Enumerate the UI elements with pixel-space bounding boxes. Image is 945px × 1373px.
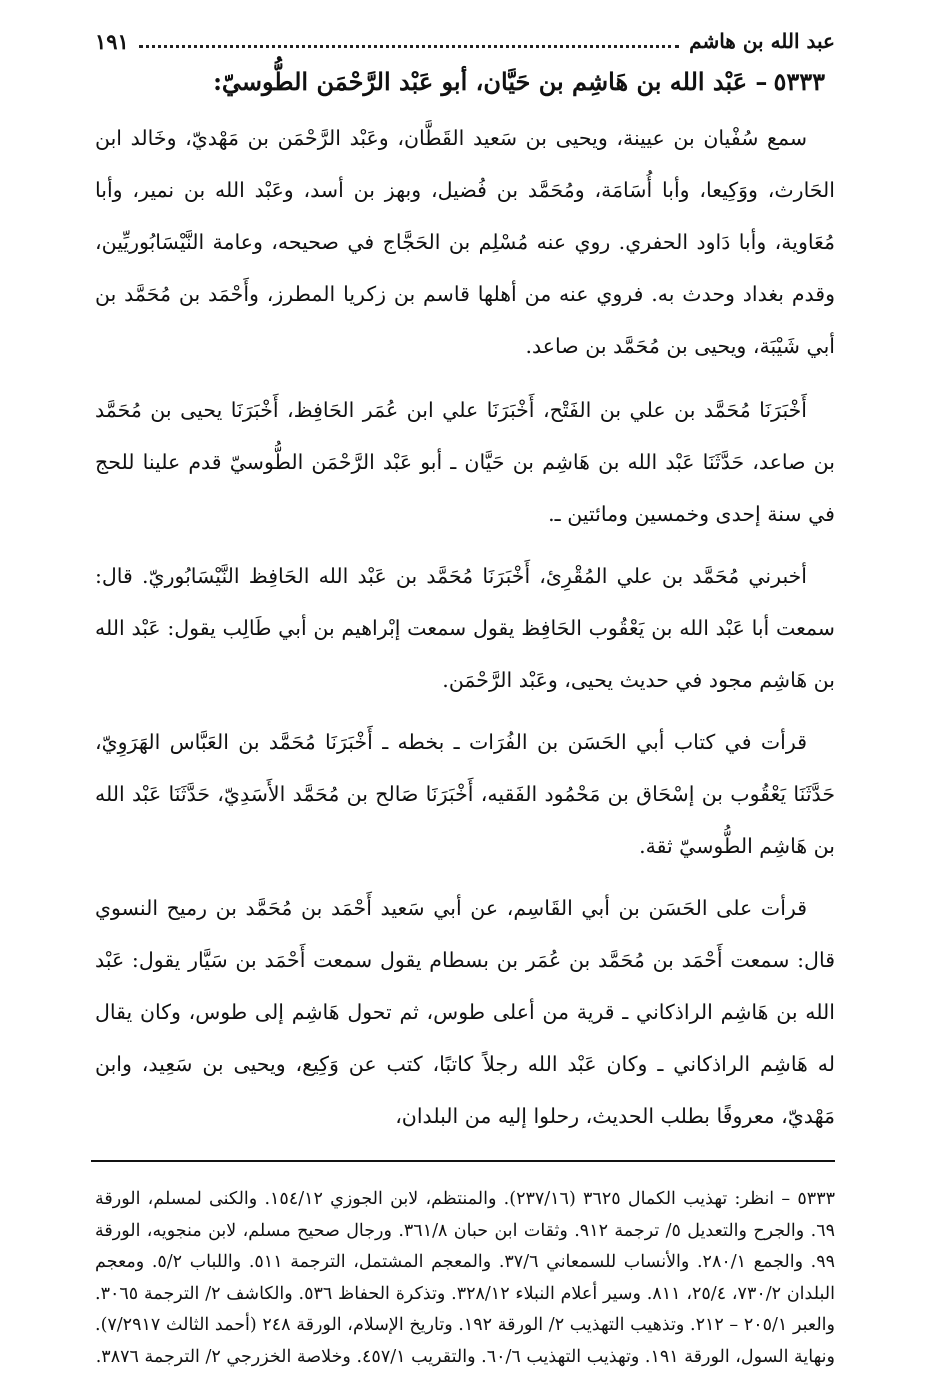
entry-heading xyxy=(95,62,825,102)
paragraph-isnad-3: قرأت في كتاب أبي الحَسَن بن الفُرَات ـ بخطه ـ أَخْبَرَنَا مُحَمَّد بن العَبَّاس الهَرَوِيّ، حَدَّثَنَا يَعْقُوب بن إسْحَاق بن مَحْمُود الفَقيه، أَخْبَرَنَا صَالح بن مُحَمَّد الأَسَدِيّ، حَدَّثَنَا عَبْد الله بن هَاشِم الطُّوسيّ ثقة. xyxy=(95,730,835,858)
paragraph-isnad-1: أَخْبَرَنَا مُحَمَّد بن علي بن الفَتْح، أَخْبَرَنَا علي ابن عُمَر الحَافِظ، أَخْبَرَنَا يحيى بن مُحَمَّد بن صاعد، حَدَّثَنَا عَبْد الله بن هَاشِم بن حَيَّان ـ أبو عَبْد الرَّحْمَن الطُّوسيّ قدم علينا للحج في سنة إحدى وخمسين ومائتين ـ. xyxy=(95,398,835,526)
running-header xyxy=(95,22,835,60)
entry-title: – عَبْد الله بن هَاشِم بن حَيَّان، أبو عَبْد الرَّحْمَن الطُّوسيّ: xyxy=(213,67,768,96)
paragraph-isnad-2: أخبرني مُحَمَّد بن علي المُقْرِئ، أَخْبَرَنَا مُحَمَّد بن عَبْد الله الحَافِظ النَّيْسَابُوريّ. قال: سمعت أبا عَبْد الله بن يَعْقُوب الحَافِظ يقول سمعت إبْراهيم بن أبي طَالِب يقول: عَبْد الله بن هَاشِم مجود في حديث يحيى، وعَبْد الرَّحْمَن. xyxy=(95,564,835,692)
footnote: ٥٣٣٣ – انظر: تهذيب الكمال ٣٦٢٥ (٢٣٧/١٦). والمنتظم، لابن الجوزي ١٥٤/١٢. والكنى لمسلم، الورقة ٦٩. والجرح والتعديل ٥/ ترجمة ٩١٢. وثقات ابن حبان ٣٦١/٨. ورجال صحيح مسلم، لابن منجويه، الورقة ٩٩. والجمع ٢٨٠/١. والأنساب للسمعاني ٣٧/٦. والمعجم المشتمل، الترجمة ٥١١. واللباب ٥/٢. ومعجم البلدان ٧٣٠/٢، ٢٥/٤، ٨١١. وسير أعلام النبلاء ٣٢٨/١٢. وتذكرة الحفاظ ٥٣٦. والكاشف ٢/ الترجمة ٣٠٦٥. والعبر ٢٠٥/١ – ٢١٢. وتذهيب التهذيب ٢/ الورقة ١٩٢. وتاريخ الإسلام، الورقة ٢٤٨ (أحمد الثالث ٧/٢٩١٧). ونهاية السول، الورقة ١٩١. وتهذيب التهذيب ٦٠/٦. والتقريب ٤٥٧/١. وخلاصة الخزرجي ٢/ الترجمة ٣٨٧٦. xyxy=(95,1189,836,1367)
running-title: عبد الله بن هاشم xyxy=(689,29,835,53)
footnote-divider xyxy=(91,1160,835,1162)
page-number: ١٩١ xyxy=(95,28,129,54)
entry-number: ٥٣٣٣ xyxy=(773,67,825,96)
paragraph-biography: سمع سُفْيان بن عيينة، ويحيى بن سَعيد القَطَّان، وعَبْد الرَّحْمَن بن مَهْديّ، وخَالد ابن الحَارث، ووَكِيعا، وأبا أُسَامَة، ومُحَمَّد بن فُضيل، وبهز بن أسد، وعَبْد الله بن نمير، وأبا مُعَاوية، وأبا دَاود الحفري. روي عنه مُسْلِم بن الحَجَّاج في صحيحه، وعامة النَّيْسَابُوريِّين، وقدم بغداد وحدث به. فروي عنه من أهلها قاسم بن زكريا المطرز، وأَحْمَد بن مُحَمَّد بن أبي شَيْبَة، ويحيى بن مُحَمَّد بن صاعد. xyxy=(95,126,835,358)
leader-dots xyxy=(139,45,679,48)
paragraph-isnad-4: قرأت على الحَسَن بن أبي القَاسِم، عن أبي سَعيد أَحْمَد بن مُحَمَّد بن رميح النسوي قال: سمعت أَحْمَد بن مُحَمَّد بن عُمَر بن بسطام يقول سمعت أَحْمَد بن سَيَّار يقول: عَبْد الله بن هَاشِم الراذكاني ـ قرية من أعلى طوس، ثم تحول هَاشِم إلى طوس، وكان يقال له هَاشِم الراذكاني ـ وكان عَبْد الله رجلاً كاتبًا، كتب عن وَكِيع، ويحيى بن سَعِيد، وابن مَهْديّ، معروفًا بطلب الحديث، رحلوا إليه من البلدان، xyxy=(95,896,835,1128)
book-page xyxy=(95,22,835,1373)
